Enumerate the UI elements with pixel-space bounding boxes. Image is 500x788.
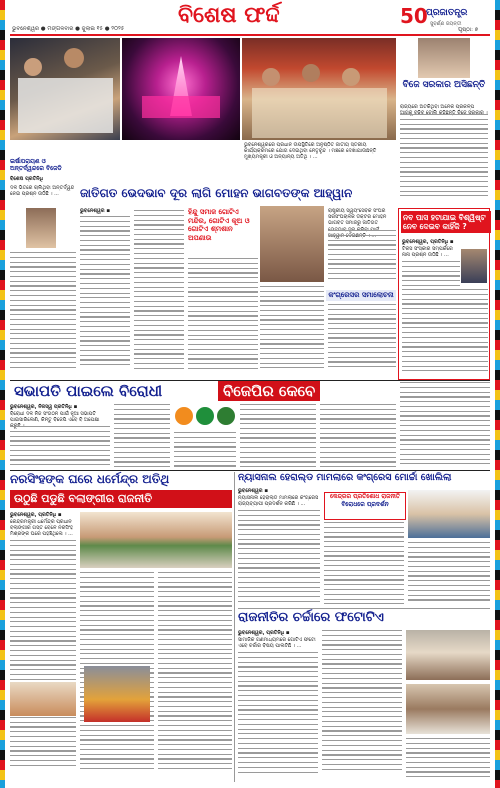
photo-story-body: ସାମାଜିକ ଗଣମାଧ୍ୟମରେ ଗୋଟିଏ ଫଟୋ ଏବେ ଚର୍ଚ୍ଚାର ବିଷୟ ପାଲଟିଛି । ... [238, 637, 316, 650]
logo-years: 50 [400, 4, 428, 28]
banner-headline-left: ସଭାପତି ପାଇଲେ ବିରୋଧୀ [14, 382, 163, 400]
photo-story-byline: ଭୁବନେଶ୍ୱର, ପ୍ରତିନିଧି ◾ [238, 630, 290, 636]
photo-dharmendra-meeting [80, 512, 232, 568]
banner-byline: ଭୁବନେଶ୍ୱର, ନିଜସ୍ୱ ପ୍ରତିନିଧି ◾ [10, 404, 78, 410]
color-registration-left [0, 0, 5, 788]
conch-icon [216, 406, 236, 426]
photo-bhagwat [260, 206, 324, 282]
photo-temple-lit [122, 38, 240, 140]
congress-story [238, 472, 490, 608]
lotus-icon [174, 406, 194, 426]
dharmendra-headline-2: ଉଠୁଛି ପଡୁଛି ବଲାଙ୍ଗୀର ରାଜନୀତି [10, 490, 232, 508]
photo-story-headline: ରାଜନୀତିର ଚର୍ଚ୍ଚାରେ ଫଟୋଟିଏ [238, 610, 384, 625]
congress-sub-headline-1: କେନ୍ଦ୍ରର ପ୍ରତିଶୋଧ ରାଜନୀତି [329, 493, 401, 500]
logo-name: ପ୍ରଜାତନ୍ତ୍ର [426, 8, 468, 18]
left-brief-author: ବିଶେଷ ପ୍ରତିନିଧି [10, 176, 43, 182]
hand-icon [195, 406, 215, 426]
rule-vertical-middle [234, 472, 235, 782]
photo-dharmendra-garland [84, 666, 150, 722]
photo-left-portrait [26, 208, 56, 248]
party-symbols [174, 406, 236, 428]
dharmendra-headline-1: ନରସିଂହଙ୍କ ଘରେ ଧର୍ମେନ୍ଦ୍ର ଅତିଥି [10, 472, 170, 486]
photo-metro-ride [10, 38, 120, 140]
photo-leaders-portrait [406, 630, 490, 680]
color-registration-right [495, 0, 500, 788]
photo-leaders-group [242, 38, 396, 140]
tax-box [398, 208, 490, 380]
left-brief-body: ଦଳ ଭିତରେ ଚାଲିଥିବା ଅନ୍ତର୍ଦ୍ୱନ୍ଦ ନେଇ ପ୍ରଶ୍ନ ଉଠିଛି । ... [10, 185, 75, 198]
rule-under-congress [238, 608, 490, 609]
banner-headline-right: ବିଜେପିର କେବେ [218, 381, 320, 401]
dharmendra-story [10, 472, 232, 782]
congress-criticism-header: କଂଗ୍ରେସର ସମାଲୋଚନା [326, 290, 396, 301]
temple-photo-caption: ଭୁବନେଶ୍ୱରରେ ପ୍ରଧାନ ଉପସ୍ଥିତିରେ ଅନୁଷ୍ଠିତ ଜାତୀୟ ସ୍ତରୀୟ କାର୍ଯ୍ୟକ୍ରମରେ ଯୋଗ ଦେଇଥିବା ନେତୃବୃନ୍ଦ । ମଞ୍ଚରେ ଦେଖାଯାଉଛନ୍ତି ମୁଖ୍ୟମନ୍ତ୍ରୀ ଓ ଅନ୍ୟାନ୍ୟ ଅତିଥି । ... [244, 142, 377, 161]
bhagwat-story [80, 186, 396, 378]
tax-byline: ଭୁବନେଶ୍ୱର, ପ୍ରତିନିଧି ◾ [402, 239, 454, 245]
banner-story [10, 382, 490, 470]
logo-tagline: ସୁବର୍ଣ୍ଣ ଜୟନ୍ତୀ [430, 21, 462, 27]
photo-congress-protest [408, 490, 490, 538]
tax-body: ଟିକସ ସଂସ୍କାର ସମ୍ପର୍କରେ ନାନା ପ୍ରଶ୍ନ ଉଠିଛି । ... [402, 246, 453, 259]
congress-byline: ଭୁବନେଶ୍ୱର ◾ [238, 488, 268, 494]
congress-sub-headline-2: ବିରୋଧରେ ପ୍ରଦର୍ଶନ [341, 501, 389, 508]
photo-tax-portrait [461, 249, 487, 283]
left-brief-headline: ଇର୍ଷାପରାୟଣ ଓ ଅନ୍ତର୍ଦ୍ୱନ୍ଦରେ ବିଜେଡି [10, 158, 62, 172]
bhagwat-byline: ଭୁବନେଶ୍ୱର ◾ [80, 208, 110, 214]
page-label: ପୃଷ୍ଠା: ୭ [458, 27, 479, 33]
bhagwat-pull-quote: ହିନ୍ଦୁ ସମାଜ ଗୋଟିଏ ମନ୍ଦିର, ଗୋଟିଏ କୂଅ ଓ ଗୋଟିଏ ଶ୍ମଶାନ ଅପଣାଉ [188, 208, 250, 242]
left-brief [10, 158, 76, 380]
masthead [10, 2, 490, 42]
photo-dharmendra-group [10, 682, 76, 716]
congress-headline: ନ୍ୟାସନାଲ ହେରାଲ୍ଡ ମାମଲାରେ କଂଗ୍ରେସ ମୋର୍ଚ୍ଚା ଖୋଲିଲା [238, 472, 452, 483]
congress-body: ନ୍ୟାସନାଲ ହେରାଲ୍ଡ ମାମଲାରେ କଂଗ୍ରେସ ରାଜ୍ୟବ୍ୟାପୀ ପ୍ରଦର୍ଶନ କରିଛି । ... [238, 495, 319, 508]
bhagwat-headline: ଜାତିଗତ ଭେଦଭାବ ଦୂର ଲାଗି ମୋହନ ଭାଗବତଙ୍କ ଆହ୍ୱାନ [80, 186, 353, 200]
section-title: ବିଶେଷ ଫର୍ଦ୍ଦ [178, 3, 280, 28]
side-story-caption: ରାଜ୍ୟରେ ଅଟକିଥିବା ଅନେକ ପ୍ରକଳ୍ପ [400, 104, 475, 110]
dharmendra-byline: ଭୁବନେଶ୍ୱର, ପ୍ରତିନିଧି ◾ [10, 512, 62, 518]
photo-side-portrait [418, 38, 470, 78]
side-story-headline: ବିଜେ ସରକାର ଅସିଛନ୍ତି [402, 80, 486, 90]
side-story [398, 38, 490, 204]
rule-under-banner [10, 470, 490, 471]
rule-under-top [10, 380, 490, 381]
banner-body: ବିରୋଧୀ ଦଳ ନିଜ ସଂଗଠନ ପାଇଁ ନୂଆ ସଭାପତି ପାଇସାରିଲେଣି, କିନ୍ତୁ ବିଜେପି ଏବେ ବି ଅପେକ୍ଷା [10, 411, 100, 424]
photo-meeting-room [406, 684, 490, 734]
congress-sub-headline [324, 492, 406, 520]
photo-story [238, 610, 490, 782]
tax-headline: ନବ ପାସ ହଟାଯାଇ ବିଶ୍ୱିଷ୍ଟ ନେବ ଦେଇବ କାହିଁକି ? [401, 211, 491, 233]
dharmendra-body: କେନ୍ଦ୍ରମନ୍ତ୍ରୀ ଧର୍ମେନ୍ଦ୍ର ପ୍ରଧାନ ବଲାଙ୍ଗୀର ଗସ୍ତ ବେଳେ ନରସିଂହ ମିଶ୍ରଙ୍କ ଘରେ ପହଞ୍ଚିଥିଲେ । ... [10, 519, 73, 538]
bhagwat-body: ରାଷ୍ଟ୍ରୀୟ ସ୍ୱୟଂସେବକ ସଂଘର ସରସଂଘଚାଳକ ଡକ୍ଟର ମୋହନ ଭାଗବତ ସମାଜରୁ ଜାତିଗତ [328, 208, 387, 227]
banner-headline [10, 382, 396, 402]
date-line: ଭୁବନେଶ୍ୱର ● ମଙ୍ଗଳବାର ● ଜୁଲାଇ ୧୫ ● ୨୦୨୫ [12, 26, 125, 32]
masthead-rule [10, 34, 490, 36]
